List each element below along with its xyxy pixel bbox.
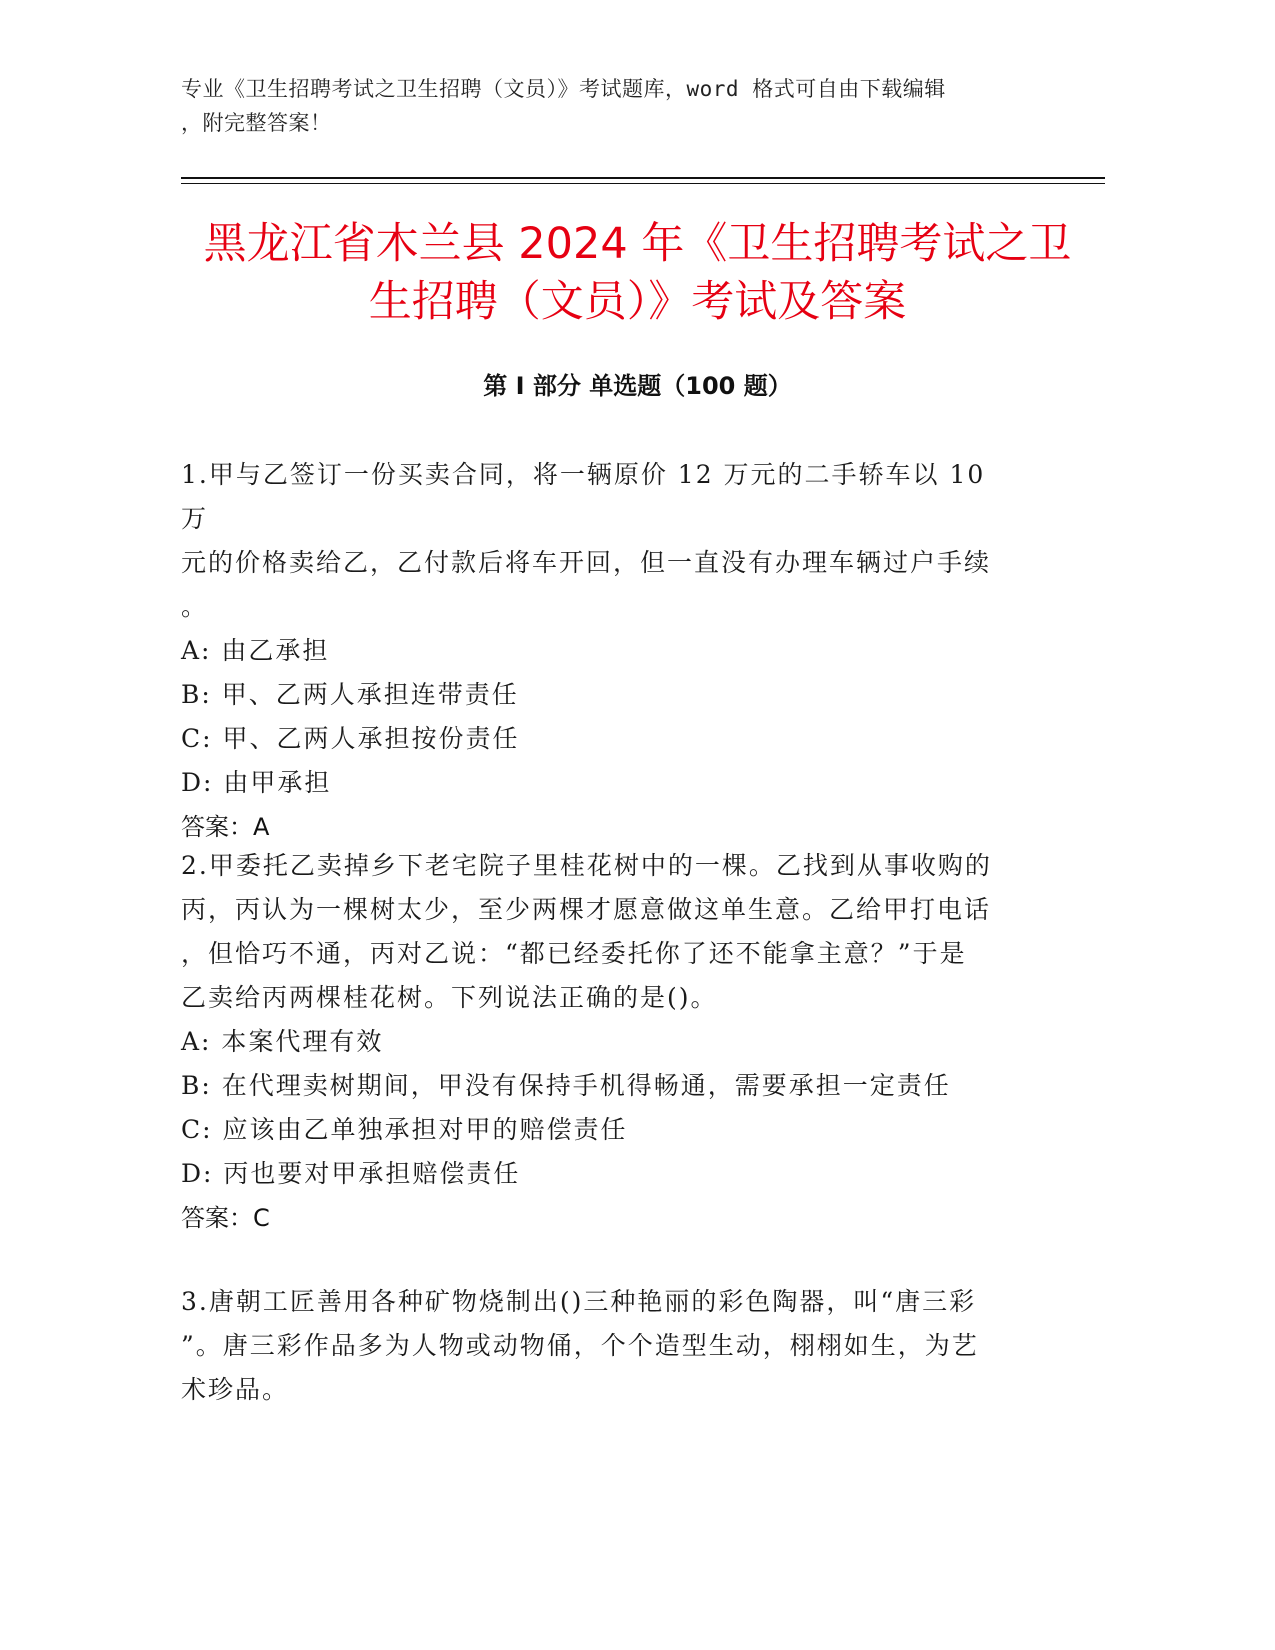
answer: 答案：A	[181, 813, 270, 841]
question-stem-line: 。	[181, 592, 209, 621]
option-b: B: 在代理卖树期间，甲没有保持手机得畅通，需要承担一定责任	[181, 1071, 951, 1100]
title-line: 生招聘（文员）》考试及答案	[368, 277, 907, 327]
option-c: C: 甲、乙两人承担按份责任	[181, 724, 520, 753]
header-note-line: ，附完整答案！	[181, 111, 332, 135]
question-stem-line: 丙，丙认为一棵树太少，至少两棵才愿意做这单生意。乙给甲打电话	[181, 895, 992, 924]
header-divider-thick	[181, 177, 1105, 179]
question-stem-line: 乙卖给丙两棵桂花树。下列说法正确的是()。	[181, 983, 718, 1012]
question-stem-line: 1.甲与乙签订一份买卖合同，将一辆原价 12 万元的二手轿车以 10 万	[181, 460, 986, 533]
question-stem-line: 2.甲委托乙卖掉乡下老宅院子里桂花树中的一棵。乙找到从事收购的	[181, 851, 992, 880]
question-2	[181, 844, 1021, 1240]
option-a: A: 本案代理有效	[181, 1027, 384, 1056]
question-stem-line: 元的价格卖给乙，乙付款后将车开回，但一直没有办理车辆过户手续	[181, 548, 992, 577]
option-c: C: 应该由乙单独承担对甲的赔偿责任	[181, 1115, 628, 1144]
question-3	[181, 1280, 1021, 1412]
option-d: D: 丙也要对甲承担赔偿责任	[181, 1159, 521, 1188]
question-1	[181, 453, 1021, 849]
question-stem-line: 3.唐朝工匠善用各种矿物烧制出()三种艳丽的彩色陶器，叫“唐三彩	[181, 1287, 977, 1316]
option-b: B: 甲、乙两人承担连带责任	[181, 680, 519, 709]
answer: 答案：C	[181, 1204, 270, 1232]
question-stem-line: ，但恰巧不通，丙对乙说：“都已经委托你了还不能拿主意？”于是	[181, 939, 967, 968]
option-a: A: 由乙承担	[181, 636, 330, 665]
header-note-line: 专业《卫生招聘考试之卫生招聘（文员）》考试题库，word 格式可自由下载编辑	[181, 77, 946, 101]
question-stem-line: 术珍品。	[181, 1375, 290, 1404]
header-divider-thin	[181, 183, 1105, 184]
section-heading: 第 I 部分 单选题（100 题）	[483, 372, 792, 400]
header-note	[181, 72, 1061, 140]
question-stem-line: ”。唐三彩作品多为人物或动物俑，个个造型生动，栩栩如生，为艺	[181, 1331, 979, 1360]
option-d: D: 由甲承担	[181, 768, 332, 797]
title-line: 黑龙江省木兰县 2024 年《卫生招聘考试之卫	[203, 219, 1072, 269]
document-title	[150, 215, 1125, 331]
